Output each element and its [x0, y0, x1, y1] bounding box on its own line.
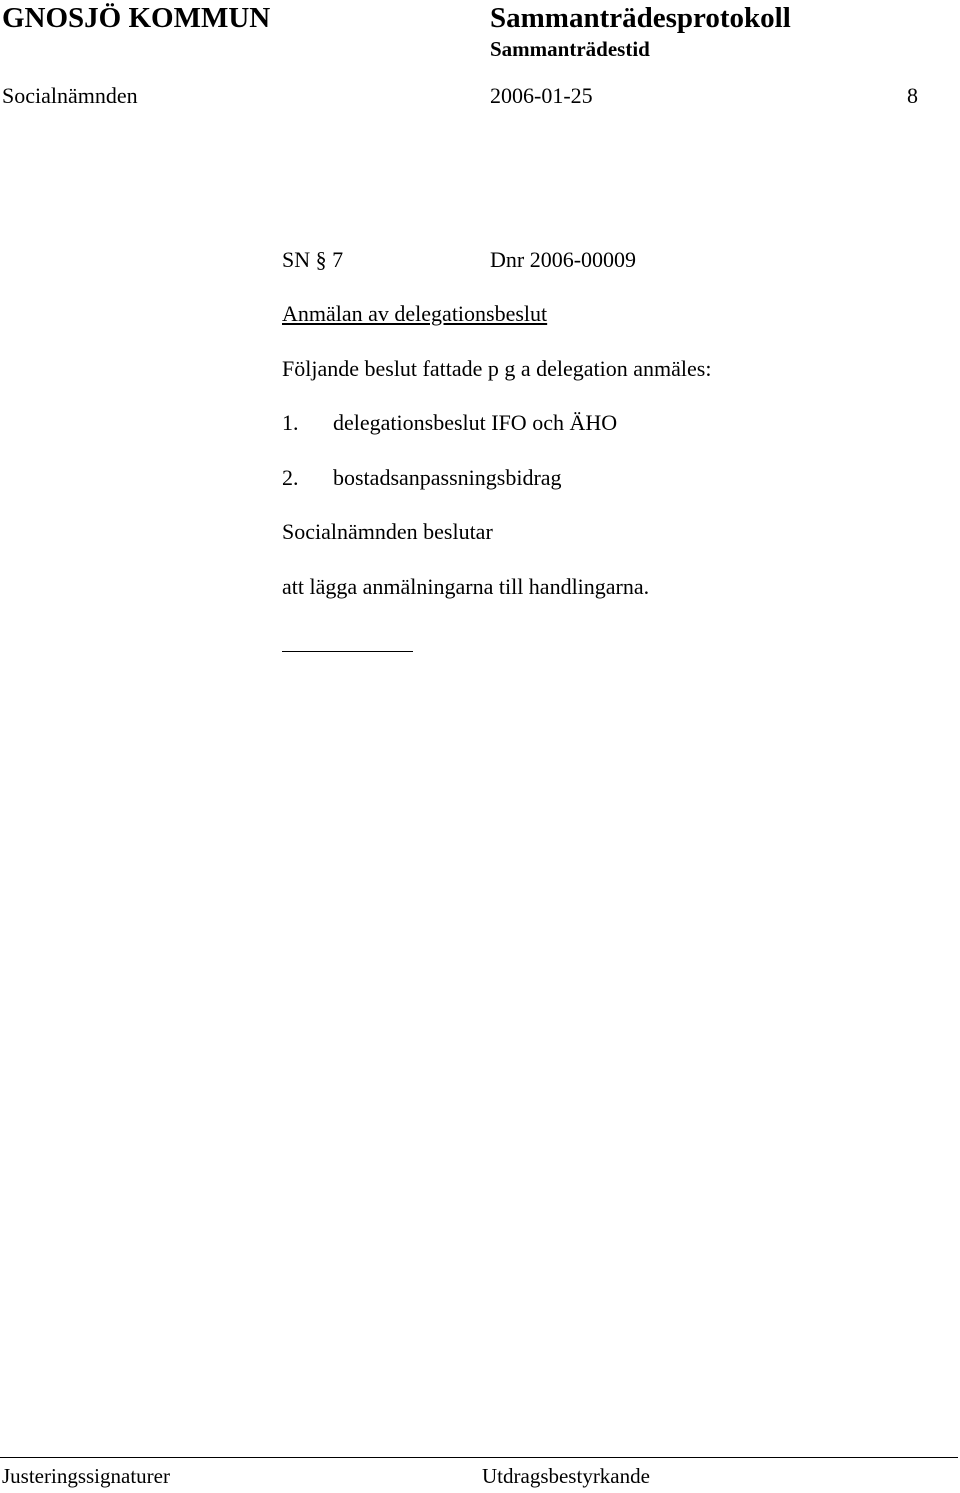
document-type: Sammanträdesprotokoll: [490, 2, 791, 34]
list-item-text: bostadsanpassningsbidrag: [333, 465, 562, 490]
section-end-divider: [282, 651, 413, 652]
signatures-label: Justeringssignaturer: [2, 1464, 170, 1488]
registration-number: Dnr 2006-00009: [490, 247, 637, 272]
footer-divider: [0, 1457, 958, 1458]
page-number: 8: [907, 83, 918, 108]
paragraph-subject: Anmälan av delegationsbeslut: [282, 301, 548, 326]
list-item-number: 2.: [282, 465, 299, 490]
organization-name: GNOSJÖ KOMMUN: [2, 2, 271, 34]
list-item-text: delegationsbeslut IFO och ÄHO: [333, 410, 618, 435]
extract-certification-label: Utdragsbestyrkande: [482, 1464, 650, 1488]
list-item-number: 1.: [282, 410, 299, 435]
committee-name: Socialnämnden: [2, 83, 138, 108]
resolution-text: att lägga anmälningarna till handlingarna.: [282, 574, 650, 599]
paragraph-reference: SN § 7: [282, 247, 344, 272]
paragraph-intro: Följande beslut fattade p g a delegation anmäles:: [282, 356, 712, 381]
meeting-date: 2006-01-25: [490, 83, 593, 108]
decision-heading: Socialnämnden beslutar: [282, 519, 493, 544]
meeting-time-label: Sammanträdestid: [490, 37, 650, 61]
